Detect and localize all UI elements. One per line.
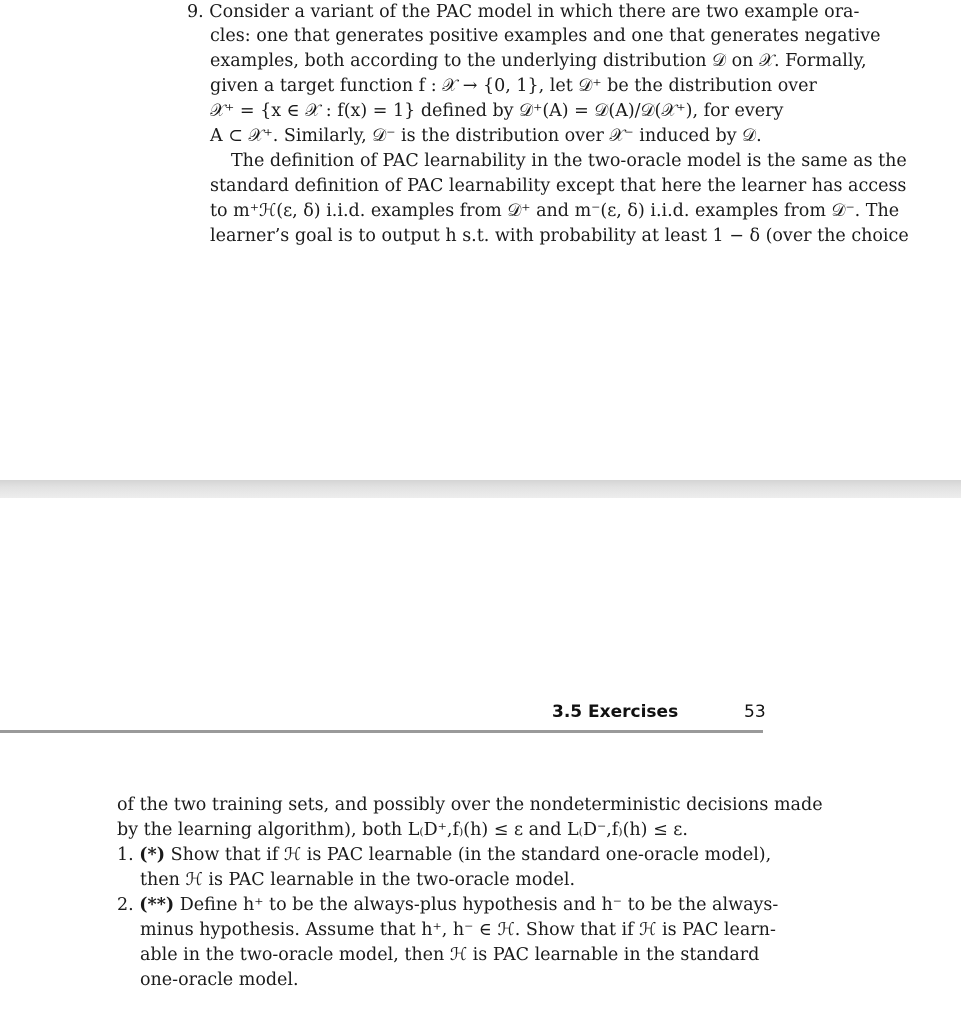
exercise-item-2-line-1 xyxy=(117,893,778,918)
exercise-9-line-8: standard definition of PAC learnability except that here the learner has access xyxy=(210,176,907,196)
upper-page xyxy=(0,0,961,480)
page-number: 53 xyxy=(744,702,766,722)
running-head-section: 3.5 Exercises xyxy=(552,702,679,722)
exercise-item-2-line-2: minus hypothesis. Assume that h⁺, h⁻ ∈ ℋ. Show that if ℋ is PAC learn- xyxy=(140,920,776,940)
exercise-9-line-9: to m⁺ℋ(ε, δ) i.i.d. examples from 𝒟⁺ and m⁻(ε, δ) i.i.d. examples from 𝒟⁻. The xyxy=(210,201,900,221)
exercise-9-line-4: given a target function f : 𝒳 → {0, 1}, let 𝒟⁺ be the distribution over xyxy=(210,76,817,96)
exercise-9-line-3: examples, both according to the underlying distribution 𝒟 on 𝒳. Formally, xyxy=(210,51,867,71)
exercise-9-line-7: The definition of PAC learnability in the two-oracle model is the same as the xyxy=(231,151,907,171)
exercise-9-line-10: learner’s goal is to output h s.t. with probability at least 1 − δ (over the choice xyxy=(210,226,909,246)
exercise-9-line-1: 9. Consider a variant of the PAC model in which there are two example ora- xyxy=(187,2,860,22)
difficulty-marker: (*) xyxy=(139,845,165,865)
exercise-9-line-5: 𝒳⁺ = {x ∈ 𝒳 : f(x) = 1} defined by 𝒟⁺(A) = 𝒟(A)/𝒟(𝒳⁺), for every xyxy=(210,101,784,121)
header-rule xyxy=(0,730,763,733)
item-number: 1. xyxy=(117,845,134,865)
exercise-9-line-2: cles: one that generates positive examples and one that generates negative xyxy=(210,26,881,46)
exercise-9-line-6: A ⊂ 𝒳⁺. Similarly, 𝒟⁻ is the distribution over 𝒳⁻ induced by 𝒟. xyxy=(210,126,762,146)
exercise-item-2-line-3: able in the two-oracle model, then ℋ is PAC learnable in the standard xyxy=(140,945,760,965)
exercise-item-1-line-2: then ℋ is PAC learnable in the two-oracle model. xyxy=(140,870,576,890)
exercise-item-1-line-1 xyxy=(117,843,771,868)
difficulty-marker: (**) xyxy=(139,895,175,915)
continuation-line-2: by the learning algorithm), both L₍D⁺,f₎(h) ≤ ε and L₍D⁻,f₎(h) ≤ ε. xyxy=(117,820,688,840)
item-text: Show that if ℋ is PAC learnable (in the standard one-oracle model), xyxy=(170,845,772,865)
page-separator xyxy=(0,480,961,498)
continuation-line-1: of the two training sets, and possibly over the nondeterministic decisions made xyxy=(117,795,823,815)
item-number: 2. xyxy=(117,895,134,915)
item-text: Define h⁺ to be the always-plus hypothesis and h⁻ to be the always- xyxy=(179,895,779,915)
exercise-item-2-line-4: one-oracle model. xyxy=(140,970,299,990)
